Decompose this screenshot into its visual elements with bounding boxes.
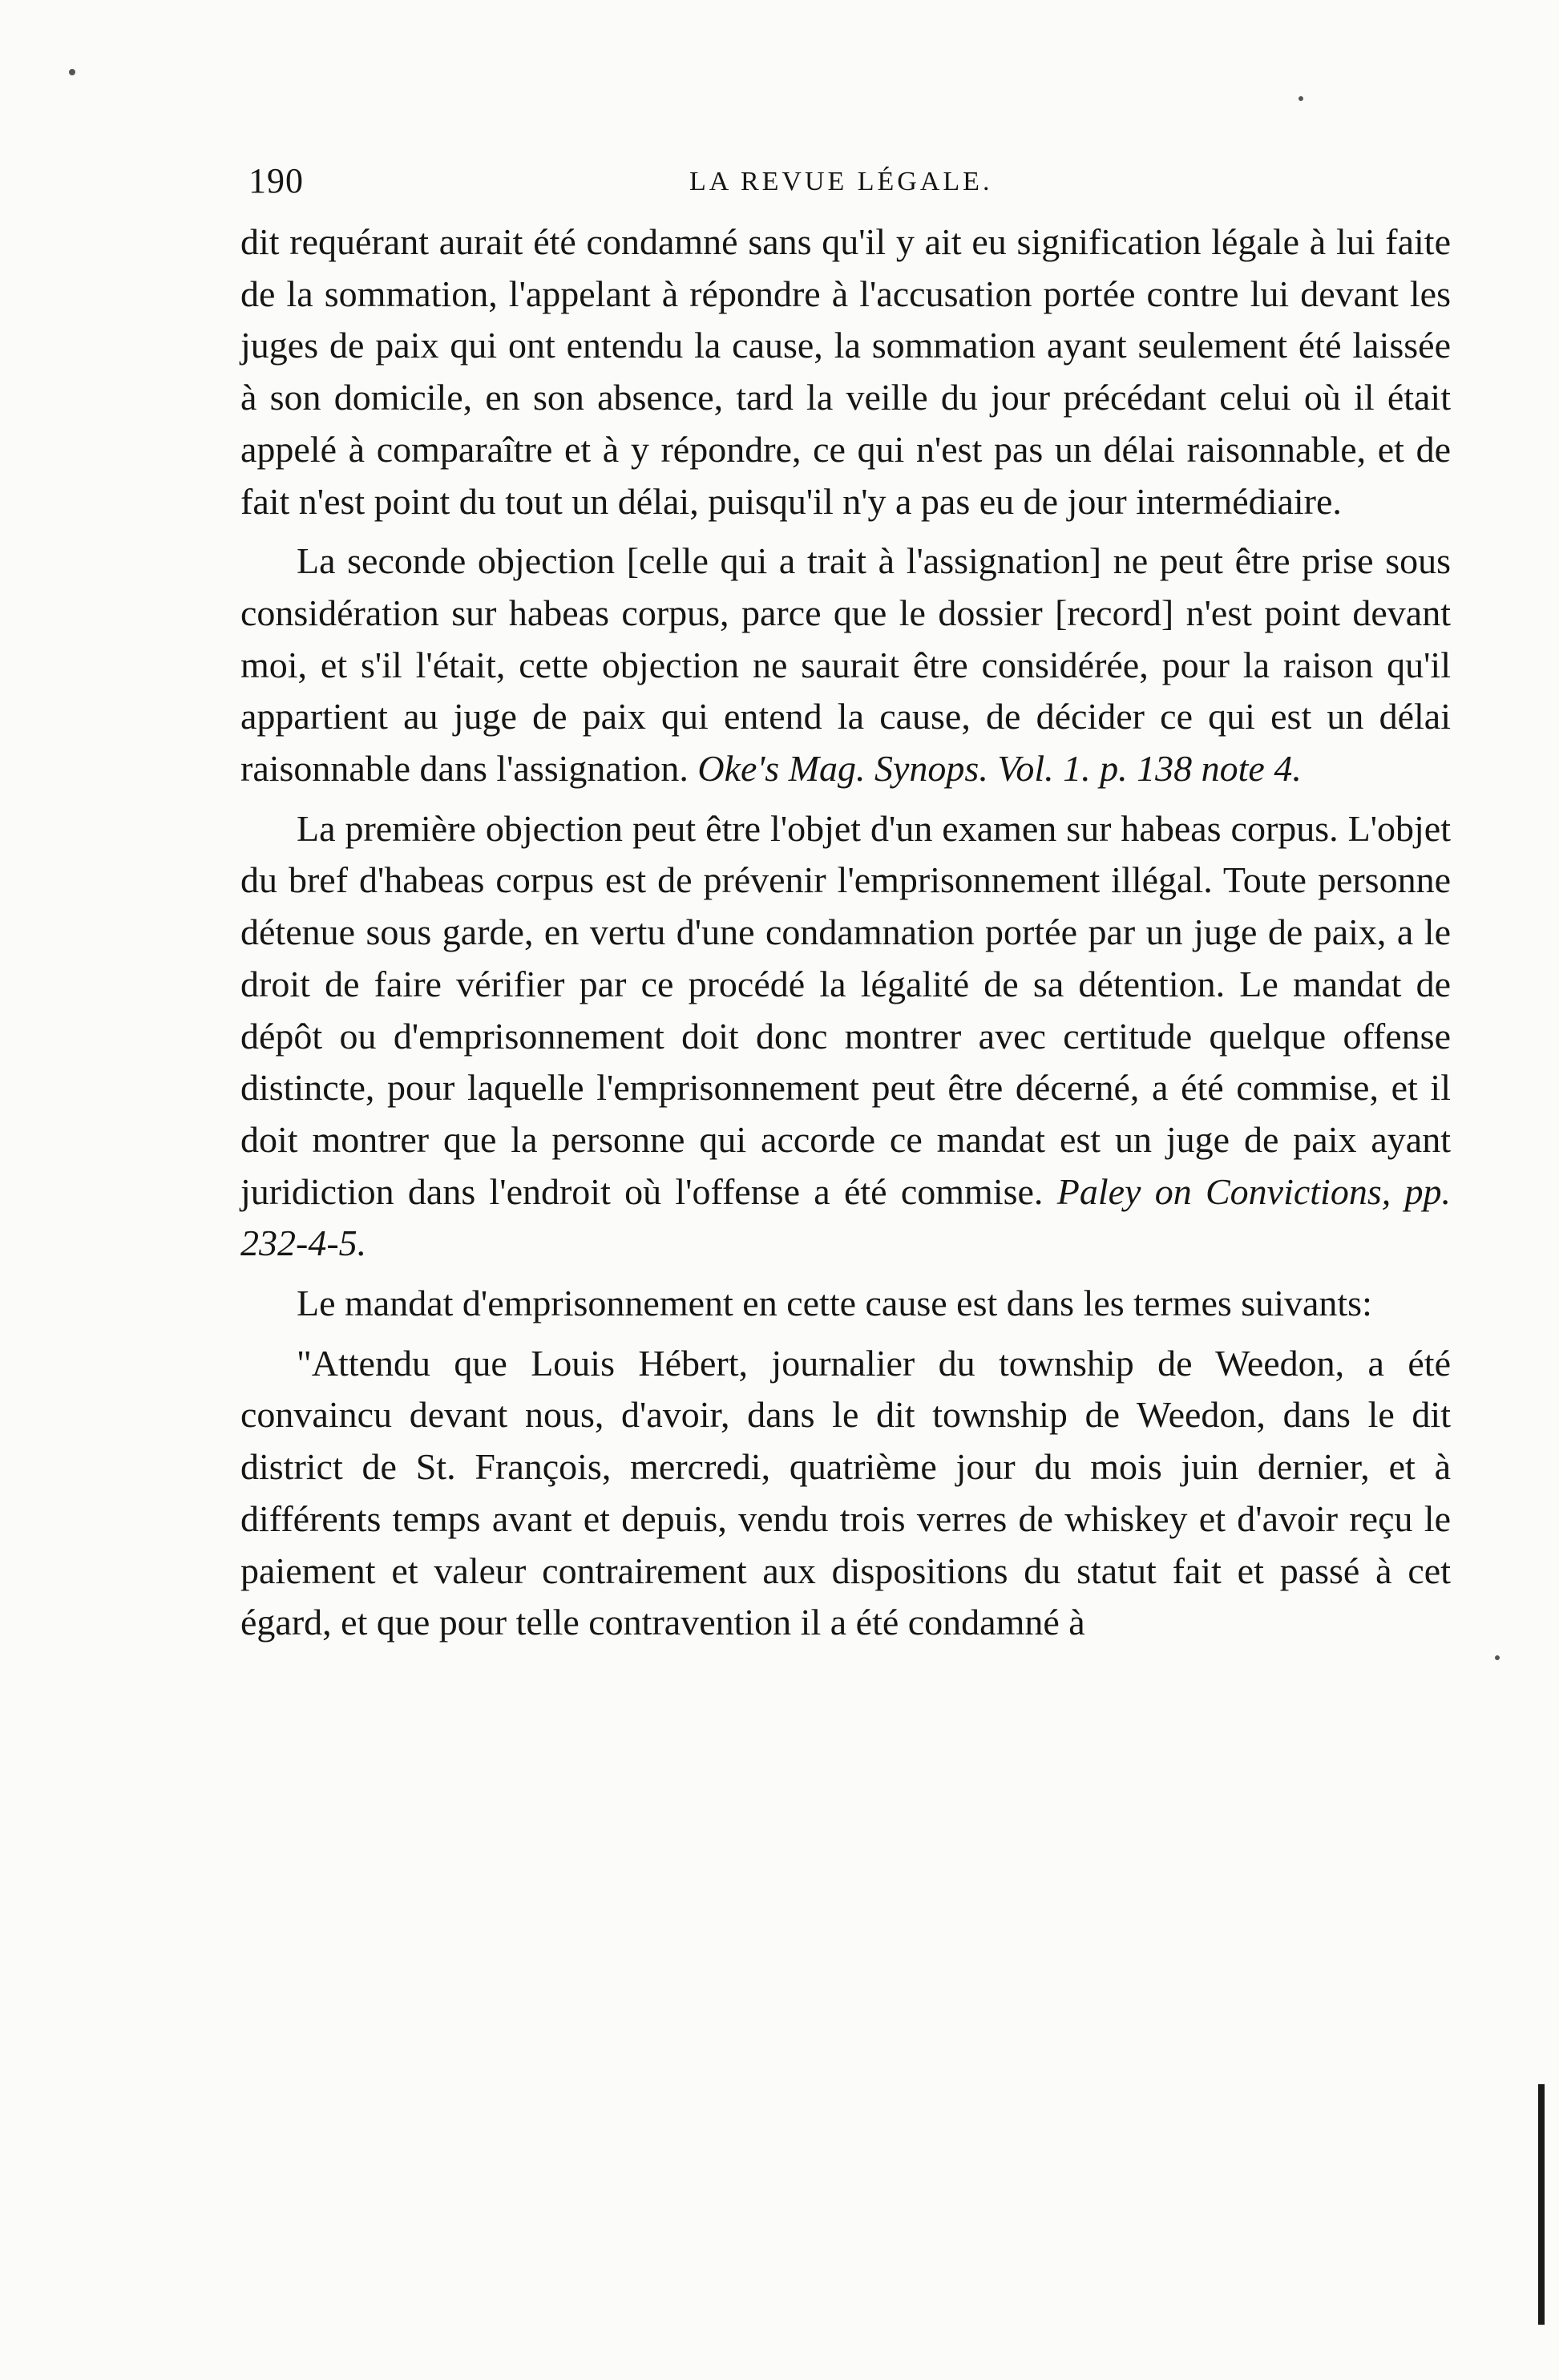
running-head [240, 152, 1451, 216]
quoted-warrant [240, 1338, 1451, 1649]
body-text [240, 216, 1451, 1649]
paragraph-1-text: dit requérant aurait été condamné sans qu'il y ait eu signification légale à lui faite de la sommation, l'appelant à répondre à l'accusation portée contre lui devant les juges de paix qui ont entendu la cause, la sommation ayant seulement été laissée à son domicile, en son absence, tard la veille du jour précédant celui où il était appelé à comparaître et à y répondre, ce qui n'est pas un délai raisonnable, et de fait n'est point du tout un délai, puisqu'il n'y a pas eu de jour intermédiaire. [240, 221, 1451, 522]
citation-oke: Oke's Mag. Synops. Vol. 1. p. 138 note 4. [697, 748, 1302, 790]
paragraph-3 [240, 803, 1451, 1270]
paragraph-1 [240, 216, 1451, 527]
scan-edge-mark [1538, 2084, 1545, 2325]
quoted-warrant-text: "Attendu que Louis Hébert, journalier du township de Weedon, a été convaincu devant nous, d'avoir, dans le dit township de Weedon, dans le dit district de St. François, mercredi, quatrième jour du mois juin dernier, et à différents temps avant et depuis, vendu trois verres de whiskey et d'avoir reçu le paiement et valeur contrairement aux dispositions du statut fait et passé à cet égard, et que pour telle contravention il a été condamné à [240, 1342, 1451, 1643]
book-page [240, 152, 1451, 1657]
paragraph-2-text: La seconde objection [celle qui a trait à l'assignation] ne peut être prise sous considération sur habeas corpus, parce que le dossier [record] n'est point devant moi, et s'il l'était, cette objection ne saurait être considérée, pour la raison qu'il appartient au juge de paix qui entend la cause, de décider ce qui est un délai raisonnable dans l'assignation. [240, 540, 1451, 790]
paragraph-4 [240, 1278, 1451, 1330]
scan-speck [1495, 1655, 1500, 1660]
citation-paley: Paley on Convictions, pp. 232-4-5. [240, 1170, 1451, 1264]
scan-speck [1298, 96, 1303, 101]
scan-speck [69, 69, 75, 75]
page-number: 190 [248, 161, 304, 200]
paragraph-3-text: La première objection peut être l'objet d'un examen sur habeas corpus. L'objet du bref d'habeas corpus est de prévenir l'emprisonnement illégal. Toute personne détenue sous garde, en vertu d'une condamnation portée par un juge de paix, a le droit de faire vérifier par ce procédé la légalité de sa détention. Le mandat de dépôt ou d'emprisonnement doit donc montrer avec certitude quelque offense distincte, pour laquelle l'emprisonnement peut être décerné, a été commise, et il doit montrer que la personne qui accorde ce mandat est un juge de paix ayant juridiction dans l'endroit où l'offense a été commise. [240, 807, 1451, 1212]
journal-title: LA REVUE LÉGALE. [689, 167, 993, 196]
paragraph-4-text: Le mandat d'emprisonnement en cette cause est dans les termes suivants: [297, 1283, 1372, 1324]
paragraph-2 [240, 535, 1451, 795]
